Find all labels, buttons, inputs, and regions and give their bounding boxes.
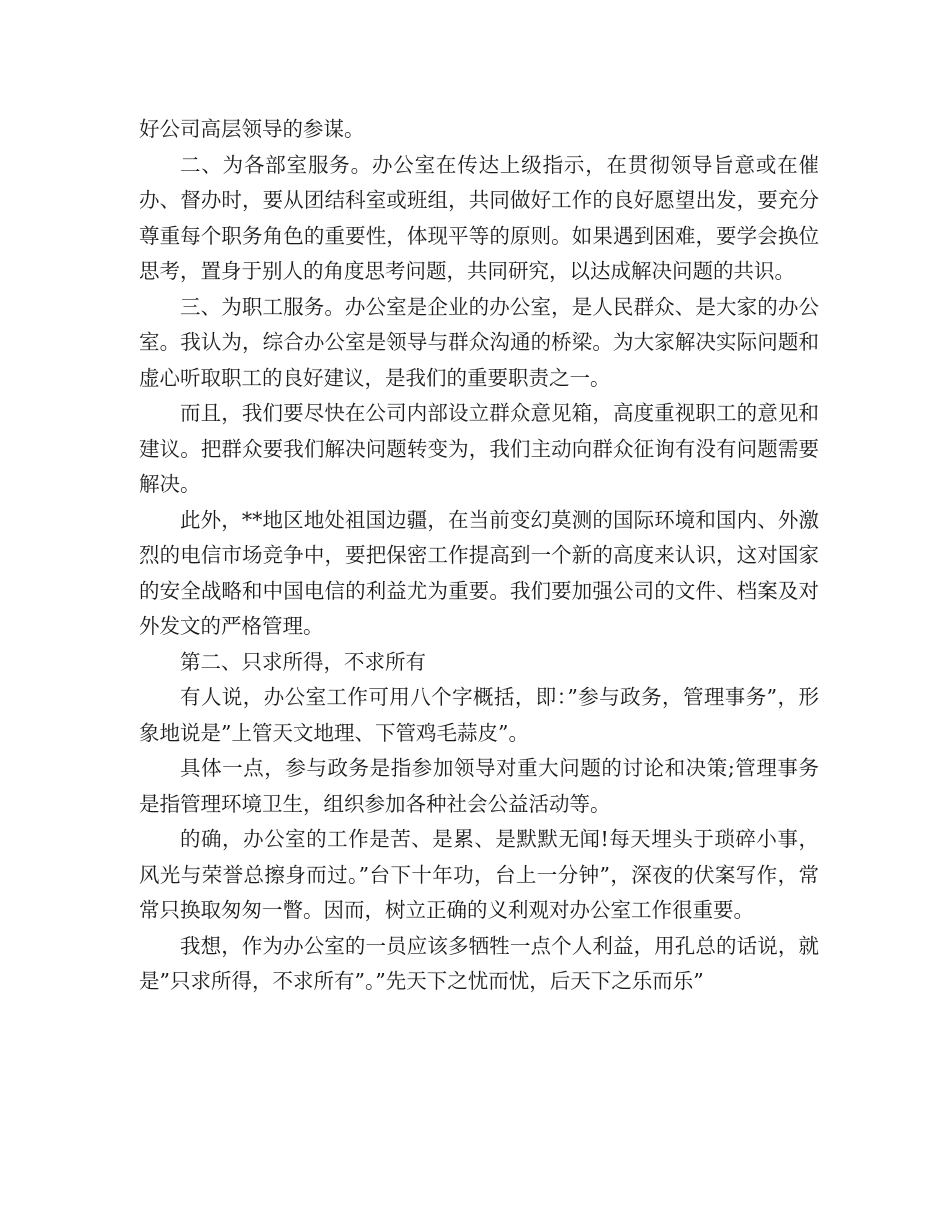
paragraph-eight-characters: 有人说，办公室工作可用八个字概括，即：”参与政务，管理事务”，形象地说是”上管天文地理、下管鸡毛蒜皮”。 — [139, 685, 819, 745]
paragraph-serve-departments: 二、为各部室服务。办公室在传达上级指示，在贯彻领导旨意或在催办、督办时，要从团结科室或班组，共同做好工作的良好愿望出发，要充分尊重每个职务角色的重要性，体现平等的原则。如果遇到困难，要学会换位思考，置身于别人的角度思考问题，共同研究，以达成解决问题的共识。 — [139, 152, 819, 283]
paragraph-suggestion-box: 而且，我们要尽快在公司内部设立群众意见箱，高度重视职工的意见和建议。把群众要我们解决问题转变为，我们主动向群众征询有没有问题需要解决。 — [139, 401, 819, 496]
section-heading-second: 第二、只求所得，不求所有 — [180, 649, 426, 674]
document-body — [139, 112, 819, 1000]
paragraph-serve-staff: 三、为职工服务。办公室是企业的办公室，是人民群众、是大家的办公室。我认为，综合办公室是领导与群众沟通的桥梁。为大家解决实际问题和虚心听取职工的良好建议，是我们的重要职责之一。 — [139, 294, 819, 390]
paragraph-hard-work: 的确，办公室的工作是苦、是累、是默默无闻!每天埋头于琐碎小事，风光与荣誉总擦身而过。”台下十年功，台上一分钟”，深夜的伏案写作，常常只换取匆匆一瞥。因而，树立正确的义利观对办公室工作很重要。 — [139, 827, 819, 922]
paragraph-continuation: 好公司高层领导的参谋。 — [139, 117, 365, 141]
paragraph-sacrifice: 我想，作为办公室的一员应该多牺牲一点个人利益，用孔总的话说，就是”只求所得，不求所有”。”先天下之忧而忧，后天下之乐而乐” — [139, 933, 819, 993]
paragraph-confidentiality: 此外，**地区地处祖国边疆，在当前变幻莫测的国际环境和国内、外激烈的电信市场竞争中，要把保密工作提高到一个新的高度来认识，这对国家的安全战略和中国电信的利益尤为重要。我们要加强公司的文件、档案及对外发文的严格管理。 — [139, 507, 819, 638]
paragraph-specifics: 具体一点，参与政务是指参加领导对重大问题的讨论和决策;管理事务是指管理环境卫生，组织参加各种社会公益活动等。 — [139, 756, 819, 816]
